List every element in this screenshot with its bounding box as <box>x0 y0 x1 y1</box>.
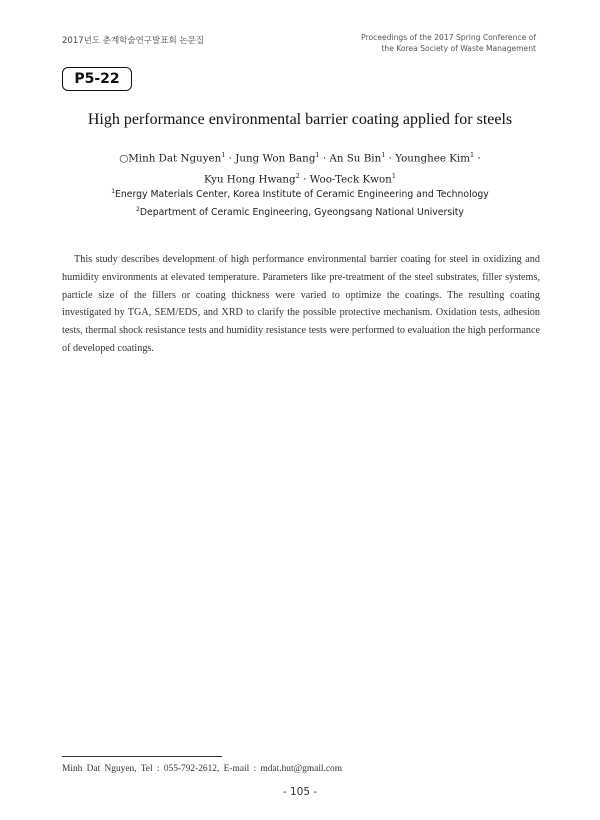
author-affiliation-mark: 1 <box>470 151 475 159</box>
affiliation-number: 2 <box>136 206 140 214</box>
author-name: Younghee Kim <box>395 152 470 165</box>
author-separator: · <box>477 152 481 165</box>
affiliation-list <box>0 184 600 220</box>
author-separator: · <box>388 152 392 165</box>
author-name: An Su Bin <box>329 152 382 165</box>
affiliation-2 <box>0 202 600 220</box>
presenter-mark: ○ <box>119 152 129 165</box>
author-affiliation-mark: 2 <box>295 172 300 181</box>
affiliation-number: 1 <box>111 188 116 195</box>
author-name: Jung Won Bang <box>235 152 316 165</box>
running-header-right <box>361 33 536 54</box>
contact-footnote: Minh Dat Nguyen, Tel : 055-792-2612, E-mail : mdat.hut@gmail.com <box>62 764 343 774</box>
author-separator: · <box>303 173 307 186</box>
author-name: Kyu Hong Hwang <box>204 173 296 186</box>
running-header-left: 2017년도 춘계학술연구발표회 논문집 <box>62 36 204 46</box>
footnote-divider <box>62 756 222 757</box>
author-affiliation-mark: 1 <box>315 151 320 159</box>
page-number: - 105 - <box>282 786 318 798</box>
affiliation-text: Energy Materials Center, Korea Institute of Ceramic Engineering and Technology <box>115 189 489 201</box>
header-right-line2: the Korea Society of Waste Management <box>381 43 536 53</box>
affiliation-text: Department of Ceramic Engineering, Gyeongsang National University <box>139 207 464 219</box>
author-list <box>0 146 600 189</box>
abstract-paragraph: This study describes development of high performance environmental barrier coating for steel in oxidizing and humidity environments at elevated temperature. Parameters like pre-treatment of the steel substrates, filler systems, particle size of the fillers or coating thickness were varied to optimize the coatings. The resulting coating investigated by TGA, SEM/EDS, and XRD to clarify the possible protective mechanism. Oxidation tests, adhesion tests, thermal shock resistance tests and humidity resistance tests were performed to evaluation the high performance of developed coatings. <box>62 254 540 354</box>
author-line-1 <box>0 146 600 167</box>
author-separator: · <box>322 152 327 165</box>
author-name: Woo-Teck Kwon <box>309 173 392 186</box>
header-right-line1: Proceedings of the 2017 Spring Conference of <box>361 33 536 42</box>
affiliation-1 <box>0 184 600 202</box>
paper-title: High performance environmental barrier coating applied for steels <box>87 111 513 128</box>
author-affiliation-mark: 1 <box>221 151 226 159</box>
paper-id-badge: P5-22 <box>62 67 132 91</box>
author-name: Minh Dat Nguyen <box>128 152 222 165</box>
author-affiliation-mark: 1 <box>381 151 386 159</box>
author-separator: · <box>228 152 232 165</box>
author-affiliation-mark: 1 <box>391 172 396 181</box>
